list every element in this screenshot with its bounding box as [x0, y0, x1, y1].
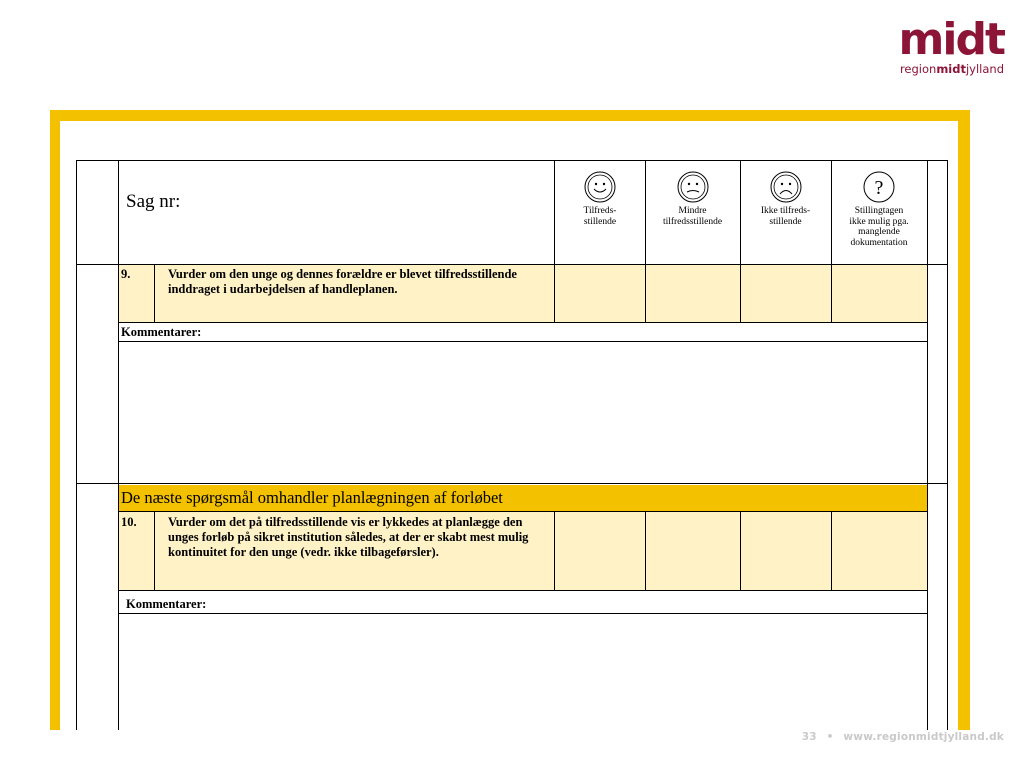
- table-line: [554, 511, 555, 590]
- question-10-text: Vurder om det på tilfredsstillende vis er lykkedes at planlægge den unges forløb på sikret institution således, at der er skabt mest mulig kontinuitet for den unge (vedr. ikke tilbageførsler).: [168, 515, 529, 559]
- table-line: [740, 511, 741, 590]
- table-line: [119, 511, 927, 512]
- table-line: [119, 322, 927, 323]
- page-number: 33: [801, 731, 817, 743]
- rating-label-satisfactory: Tilfreds- stillende: [583, 206, 617, 227]
- rating-label-not-possible: Stillingtagen ikke mulig pga. manglende dokumentation: [849, 206, 909, 248]
- table-line: [645, 511, 646, 590]
- comments-label-9: Kommentarer:: [121, 325, 202, 339]
- question-9-number: 9.: [121, 267, 131, 281]
- footer-url: www.regionmidtjylland.dk: [843, 731, 1004, 743]
- region-midtjylland-logo: [878, 14, 1004, 76]
- footer-separator: •: [826, 731, 834, 743]
- rating-header-satisfactory: [556, 170, 644, 227]
- table-line: [154, 511, 155, 590]
- table-line: [119, 590, 927, 591]
- table-border-right: [947, 160, 948, 730]
- table-line: [554, 160, 555, 322]
- case-number-label: Sag nr:: [126, 191, 181, 212]
- table-line: [118, 160, 119, 730]
- question-9-text: Vurder om den unge og dennes forældre er blevet tilfredsstillende inddraget i udarbejdelsen af handleplanen.: [168, 267, 517, 296]
- section-title: De næste spørgsmål omhandler planlægningen af forløbet: [121, 488, 503, 507]
- question-10-number: 10.: [121, 515, 137, 529]
- table-line: [76, 264, 948, 265]
- logo-wordmark: midt: [898, 14, 1004, 65]
- rating-label-less-satisfactory: Mindre tilfredsstillende: [662, 206, 723, 227]
- logo-subtitle: regionmidtjylland: [899, 62, 1004, 76]
- table-border-left: [76, 160, 77, 730]
- rating-label-unsatisfactory: Ikke tilfreds- stillende: [760, 206, 811, 227]
- table-border-top: [76, 160, 948, 161]
- rating-header-less-satisfactory: [646, 170, 739, 227]
- happy-face-icon: [583, 170, 617, 204]
- comments-area-10[interactable]: [120, 614, 926, 728]
- sad-face-icon: [769, 170, 803, 204]
- table-line: [76, 483, 948, 484]
- table-line: [831, 511, 832, 590]
- neutral-face-icon: [676, 170, 710, 204]
- comments-area-9[interactable]: [120, 342, 926, 482]
- rating-header-unsatisfactory: [741, 170, 830, 227]
- question-mark-icon: [862, 170, 896, 204]
- comments-label-10: Kommentarer:: [126, 597, 207, 611]
- table-line: [927, 160, 928, 730]
- question-mark-symbol: ?: [874, 177, 884, 199]
- slide-footer: [802, 731, 1004, 743]
- rating-header-not-possible: [832, 170, 926, 248]
- table-line: [154, 264, 155, 322]
